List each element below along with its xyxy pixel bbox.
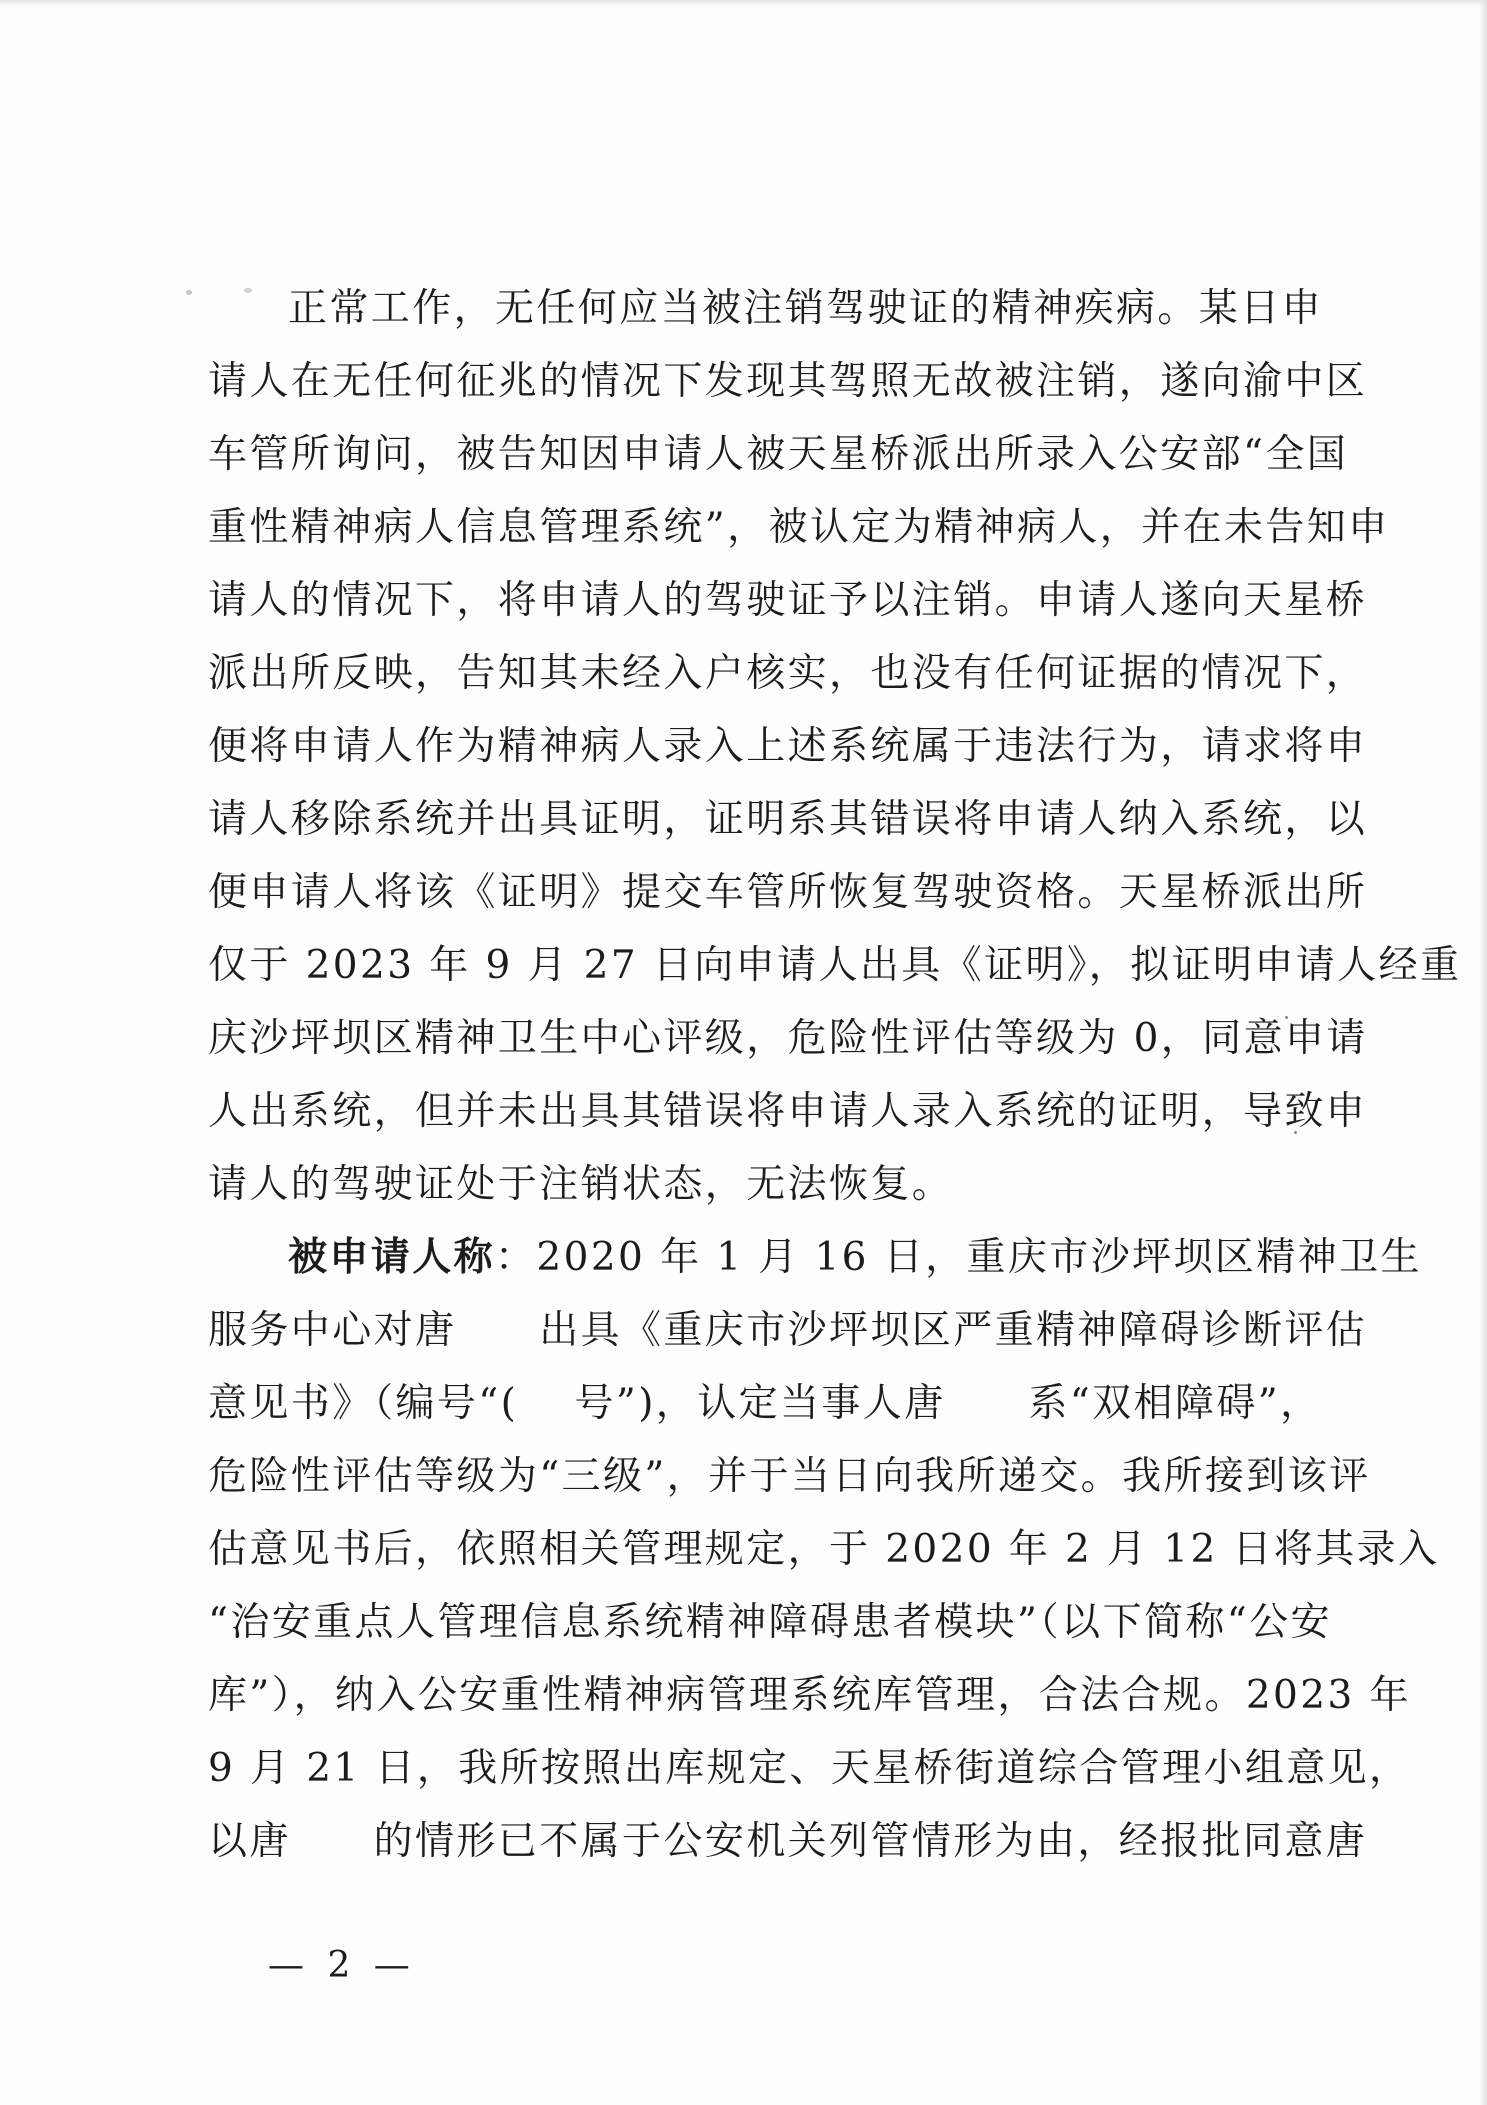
body-line: 庆沙坪坝区精神卫生中心评级，危险性评估等级为 0，同意申请 xyxy=(208,1016,1368,1061)
body-line: 人出系统，但并未出具其错误将申请人录入系统的证明，导致申 xyxy=(208,1089,1368,1134)
body-line: 派出所反映，告知其未经入户核实，也没有任何证据的情况下， xyxy=(208,651,1368,696)
body-line: 仅于 2023 年 9 月 27 日向申请人出具《证明》，拟证明申请人经重 xyxy=(208,943,1462,988)
body-line: 请人的驾驶证处于注销状态，无法恢复。 xyxy=(208,1162,954,1207)
respondent-paragraph-first-line xyxy=(208,1221,1422,1294)
body-line: 请人的情况下，将申请人的驾驶证予以注销。申请人遂向天星桥 xyxy=(208,578,1368,623)
body-line: 以唐 的情形已不属于公安机关列管情形为由，经报批同意唐 xyxy=(208,1819,1368,1864)
scan-speck xyxy=(186,290,192,295)
body-line: 库”），纳入公安重性精神病管理系统库管理，合法合规。2023 年 xyxy=(208,1673,1411,1718)
body-line: 意见书》（编号“( 号”)，认定当事人唐 系“双相障碍”， xyxy=(208,1381,1322,1426)
page-number: — 2 — xyxy=(268,1945,416,1986)
respondent-first-line-text: ：2020 年 1 月 16 日，重庆市沙坪坝区精神卫生 xyxy=(495,1235,1422,1280)
body-line: 正常工作，无任何应当被注销驾驶证的精神疾病。某日申 xyxy=(288,286,1324,331)
body-line: 估意见书后，依照相关管理规定，于 2020 年 2 月 12 日将其录入 xyxy=(208,1527,1440,1572)
body-line: 请人在无任何征兆的情况下发现其驾照无故被注销，遂向渝中区 xyxy=(208,359,1368,404)
body-line: 危险性评估等级为“三级”，并于当日向我所递交。我所接到该评 xyxy=(208,1454,1371,1499)
document-body xyxy=(208,272,1462,1878)
body-line: 车管所询问，被告知因申请人被天星桥派出所录入公安部“全国 xyxy=(208,432,1349,477)
body-line: 请人移除系统并出具证明，证明系其错误将申请人纳入系统，以 xyxy=(208,797,1368,842)
scan-edge-right xyxy=(1479,0,1487,2105)
body-line: 重性精神病人信息管理系统”，被认定为精神病人，并在未告知申 xyxy=(208,505,1390,550)
body-line: 服务中心对唐 出具《重庆市沙坪坝区严重精神障碍诊断评估 xyxy=(208,1308,1368,1353)
body-line: 便将申请人作为精神病人录入上述系统属于违法行为，请求将申 xyxy=(208,724,1368,769)
body-line: 便申请人将该《证明》提交车管所恢复驾驶资格。天星桥派出所 xyxy=(208,870,1368,915)
scan-edge-top xyxy=(0,0,1487,6)
respondent-label: 被申请人称 xyxy=(288,1234,496,1280)
body-line: “治安重点人管理信息系统精神障碍患者模块”（以下简称“公安 xyxy=(208,1600,1332,1645)
body-line: 9 月 21 日，我所按照出库规定、天星桥街道综合管理小组意见， xyxy=(208,1746,1411,1791)
